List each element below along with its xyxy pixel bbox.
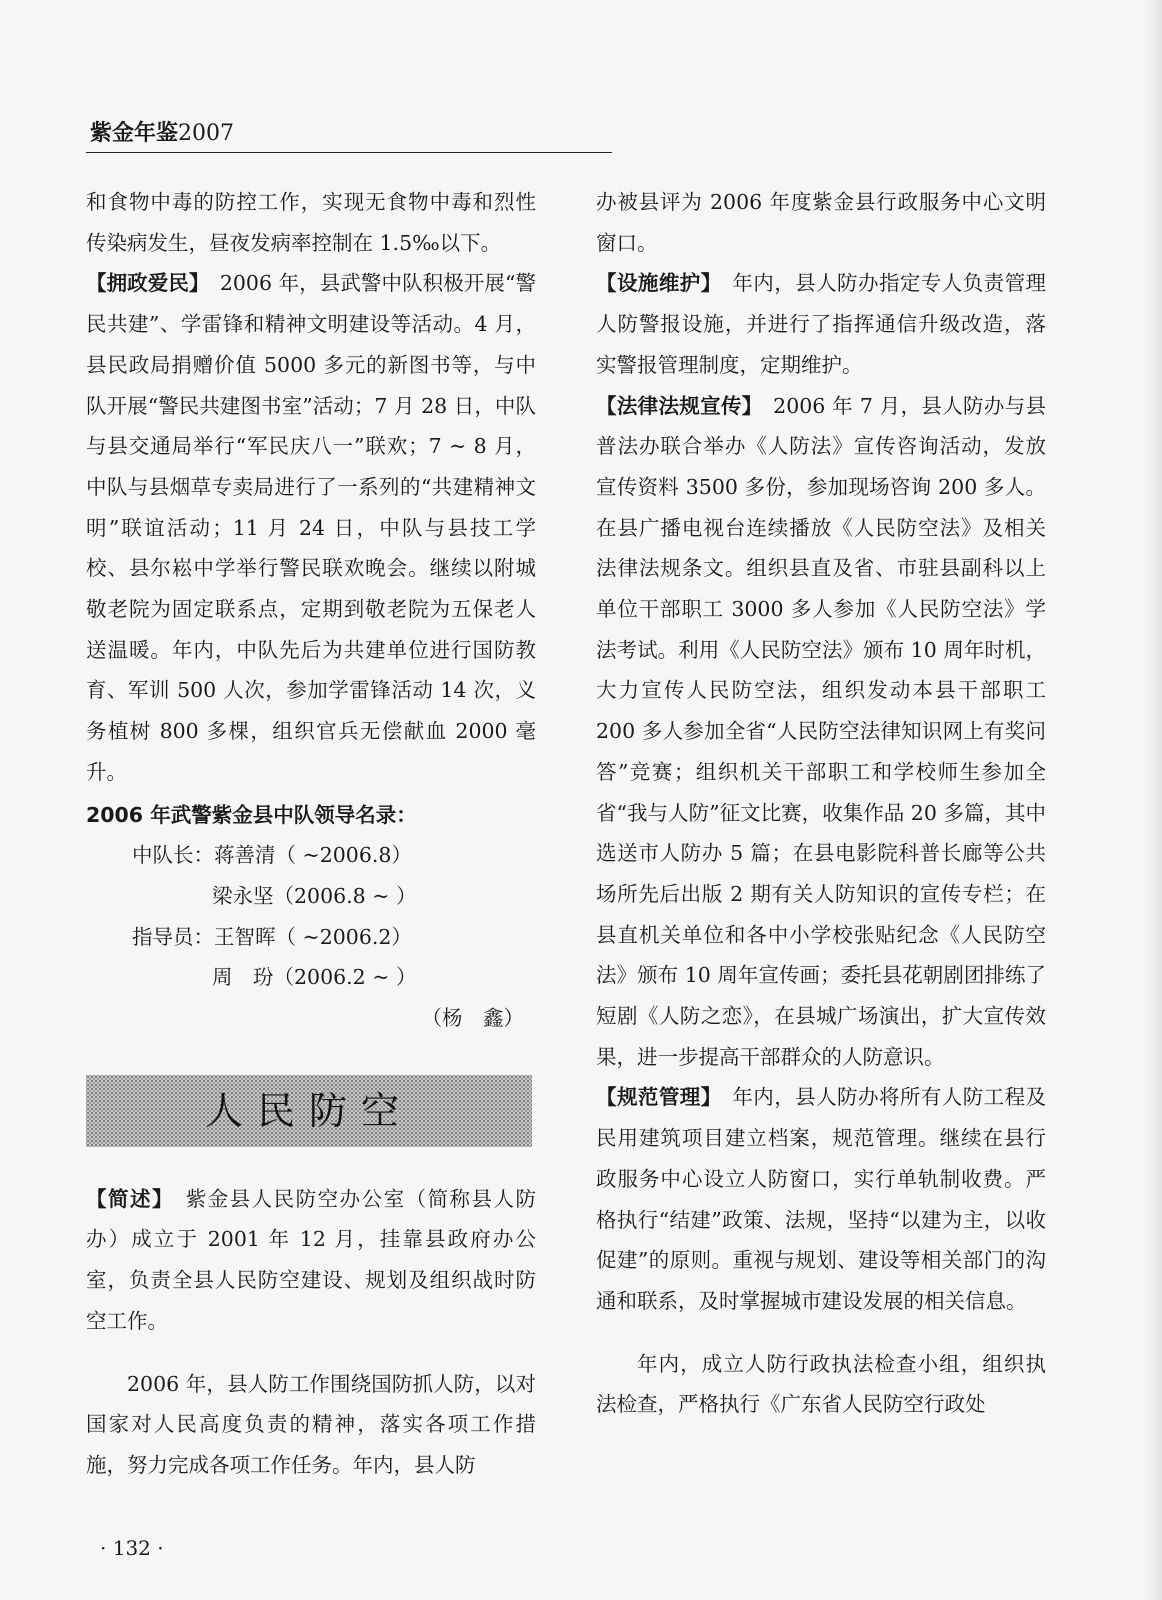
paragraph-text: 2006 年，县武警中队积极开展“警民共建”、学雷锋和精神文明建设等活动。4 月，县民政局捐赠价值 5000 多元的新图书等，与中队开展“警民共建图书室”活动；7 月 28 日，中队与县交通局举行“军民庆八一”联欢；7 ~ 8 月，中队与县烟草专卖局进行了一系列的“共建精神文明”联谊活动；11 月 24 日，中队与县技工学校、县尔崧中学举行警民联欢晚会。继续以附城敬老院为固定联系点，定期到敬老院为五保老人送温暖。年内，中队先后为共建单位进行国防教育、军训 500 人次，参加学雷锋活动 14 次，义务植树 800 多棵，组织官兵无偿献血 2000 毫升。 (86, 271, 537, 784)
section-banner (86, 1075, 532, 1147)
paragraph-continued: 办被县评为 2006 年度紫金县行政服务中心文明窗口。 (596, 190, 1046, 255)
paragraph-falv-xuanchuan (596, 386, 1046, 1078)
section-title: 人民防空 (204, 1088, 413, 1133)
author-credit: （杨 鑫） (421, 1006, 524, 1031)
paragraph-2006-work: 2006 年，县人防工作围绕国防抓人防，以对国家对人民高度负责的精神，落实各项工作措施，努力完成各项工作任务。年内，县人防 (86, 1371, 536, 1477)
paragraph-text: 年内，县人防办将所有人防工程及民用建筑项目建立档案，规范管理。继续在县行政服务中心设立人防窗口，实行单轨制收费。严格执行“结建”政策、法规，坚持“以建为主，以收促建”的原则。重视与规划、建设等相关部门的沟通和联系，及时掌握城市建设发展的相关信息。 (596, 1085, 1047, 1313)
paragraph-zhifa-jiancha: 年内，成立人防行政执法检查小组，组织执法检查，严格执行《广东省人民防空行政处 (596, 1351, 1046, 1417)
section-tag: 【规范管理】 (596, 1085, 712, 1110)
leader-list-title: 2006 年武警紫金县中队领导名录： (86, 802, 417, 827)
header-title: 紫金年鉴 (90, 121, 179, 146)
paragraph-guifan-guanli (596, 1077, 1046, 1321)
section-tag: 【法律法规宣传】 (596, 393, 753, 418)
page-number: · 132 · (100, 1536, 164, 1560)
leader-list-item: 中队长：蒋善清（ ~2006.8） (132, 843, 412, 868)
leader-list-item: 周 玢（2006.2 ~ ） (212, 965, 417, 990)
section-tag: 【简述】 (86, 1186, 164, 1211)
intro-paragraph: 和食物中毒的防控工作，实现无食物中毒和烈性传染病发生，昼夜发病率控制在 1.5‰以下。 (86, 190, 536, 255)
leader-list-item: 指导员：王智晖（ ~2006.2） (132, 924, 412, 949)
paragraph-text: 紫金县人民防空办公室（简称县人防办）成立于 2001 年 12 月，挂靠县政府办公室，负责全县人民防空建设、规划及组织战时防空工作。 (86, 1186, 537, 1333)
right-column (596, 182, 1046, 1425)
paragraph-text: 2006 年 7 月，县人防办与县普法办联合举办《人防法》宣传咨询活动，发放宣传资料 3500 多份，参加现场咨询 200 多人。在县广播电视台连续播放《人民防空法》及相关法律法规条文。组织县直及省、市驻县副科以上单位干部职工 3000 多人参加《人民防空法》学法考试。利用《人民防空法》颁布 10 周年时机，大力宣传人民防空法，组织发动本县干部职工 200 多人参加全省“人民防空法律知识网上有奖问答”竞赛；组织机关干部职工和学校师生参加全省“我与人防”征文比赛，收集作品 20 多篇，其中选送市人防办 5 篇；在县电影院科普长廊等公共场所先后出版 2 期有关人防知识的宣传专栏；在县直机关单位和各中小学校张贴纪念《人民防空法》颁布 10 周年宣传画；委托县花朝剧团排练了短剧《人防之恋》，在县城广场演出，扩大宣传效果，进一步提高干部群众的人防意识。 (596, 393, 1047, 1069)
running-header (90, 116, 234, 147)
leader-list-item: 梁永坚（2006.8 ~ ） (212, 883, 417, 908)
section-tag: 【设施维护】 (596, 271, 712, 296)
paragraph-sheshi-weihu (596, 263, 1046, 385)
paragraph-yongzheng-aimin (86, 263, 536, 792)
header-year: 2007 (178, 121, 235, 146)
left-column (86, 182, 536, 1486)
section-tag: 【拥政爱民】 (86, 271, 200, 296)
header-rule (86, 152, 612, 153)
page-spine-shadow (1144, 0, 1162, 1600)
paragraph-text: 年内，县人防办指定专人负责管理人防警报设施，并进行了指挥通信升级改造，落实警报管理制度，定期维护。 (596, 271, 1047, 377)
paragraph-jianshu (86, 1179, 536, 1342)
